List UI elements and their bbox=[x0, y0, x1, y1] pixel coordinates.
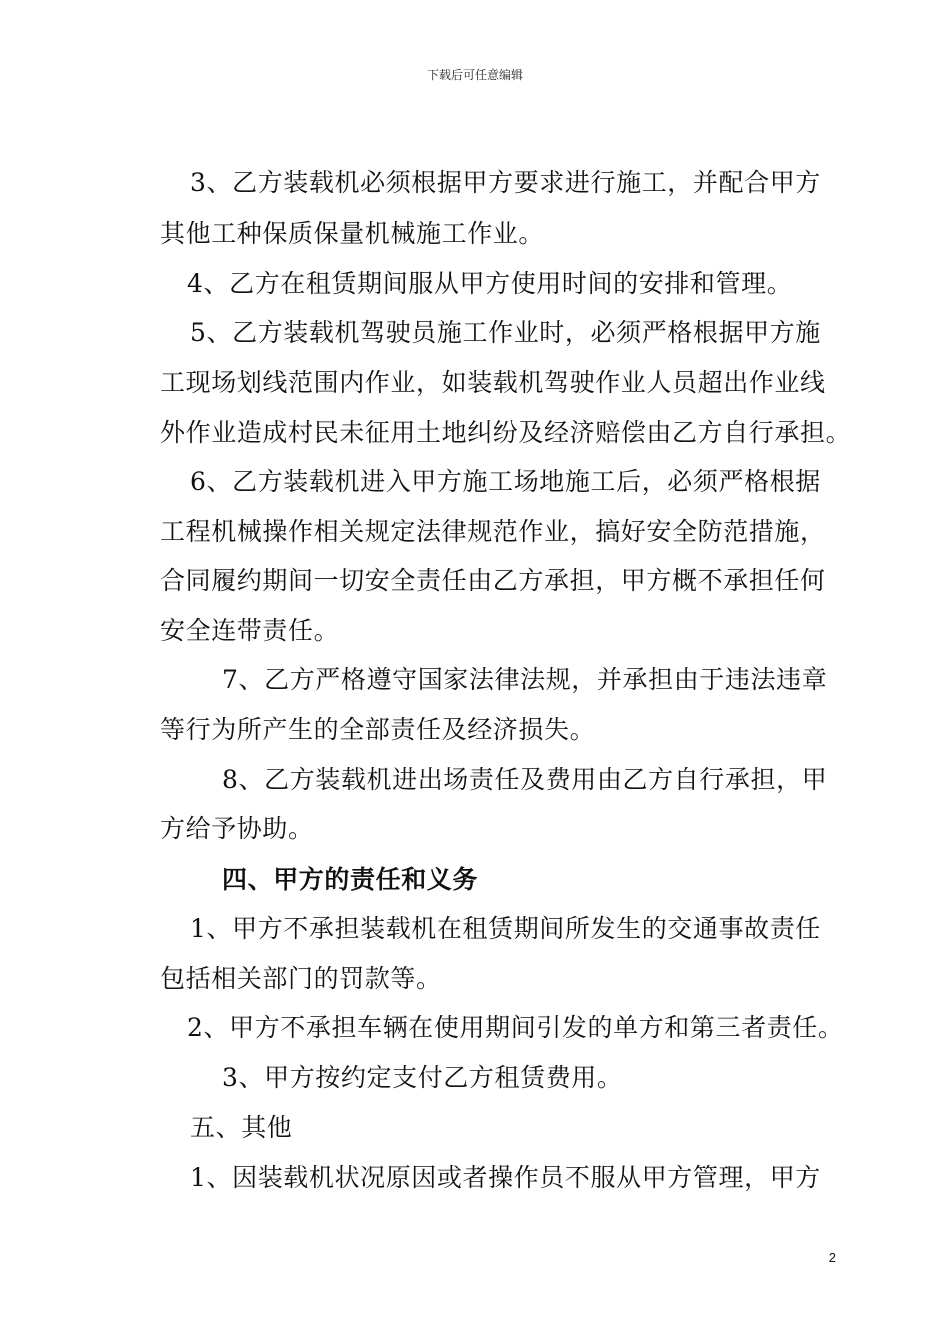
section-heading: 五、其他 bbox=[190, 1113, 293, 1142]
text-line: 3、甲方按约定支付乙方租赁费用。 bbox=[222, 1063, 623, 1092]
text-line: 合同履约期间一切安全责任由乙方承担，甲方概不承担任何 bbox=[160, 566, 826, 595]
text-line: 8、乙方装载机进出场责任及费用由乙方自行承担，甲 bbox=[222, 765, 828, 794]
text-line: 7、乙方严格遵守国家法律法规，并承担由于违法违章 bbox=[222, 665, 828, 694]
text-line: 其他工种保质保量机械施工作业。 bbox=[160, 219, 545, 248]
text-line: 6、乙方装载机进入甲方施工场地施工后，必须严格根据 bbox=[190, 467, 821, 496]
text-line: 5、乙方装载机驾驶员施工作业时，必须严格根据甲方施 bbox=[190, 318, 821, 347]
section-heading: 四、甲方的责任和义务 bbox=[222, 865, 479, 894]
text-line: 方给予协助。 bbox=[160, 814, 314, 843]
text-line: 工程机械操作相关规定法律规范作业，搞好安全防范措施， bbox=[160, 517, 826, 546]
text-line: 3、乙方装载机必须根据甲方要求进行施工，并配合甲方 bbox=[190, 168, 821, 197]
text-line: 2、甲方不承担车辆在使用期间引发的单方和第三者责任。 bbox=[187, 1013, 844, 1042]
text-line: 1、甲方不承担装载机在租赁期间所发生的交通事故责任 bbox=[190, 914, 821, 943]
page-header: 下载后可任意编辑 bbox=[426, 68, 523, 82]
text-line: 包括相关部门的罚款等。 bbox=[160, 964, 442, 993]
text-line: 等行为所产生的全部责任及经济损失。 bbox=[160, 715, 596, 744]
text-line: 外作业造成村民未征用土地纠纷及经济赔偿由乙方自行承担。 bbox=[160, 418, 852, 447]
text-line: 1、因装载机状况原因或者操作员不服从甲方管理，甲方 bbox=[190, 1163, 821, 1192]
text-line: 安全连带责任。 bbox=[160, 616, 340, 645]
text-line: 4、乙方在租赁期间服从甲方使用时间的安排和管理。 bbox=[187, 269, 793, 298]
text-line: 工现场划线范围内作业，如装载机驾驶作业人员超出作业线 bbox=[160, 368, 826, 397]
page-number: 2 bbox=[828, 1250, 836, 1265]
